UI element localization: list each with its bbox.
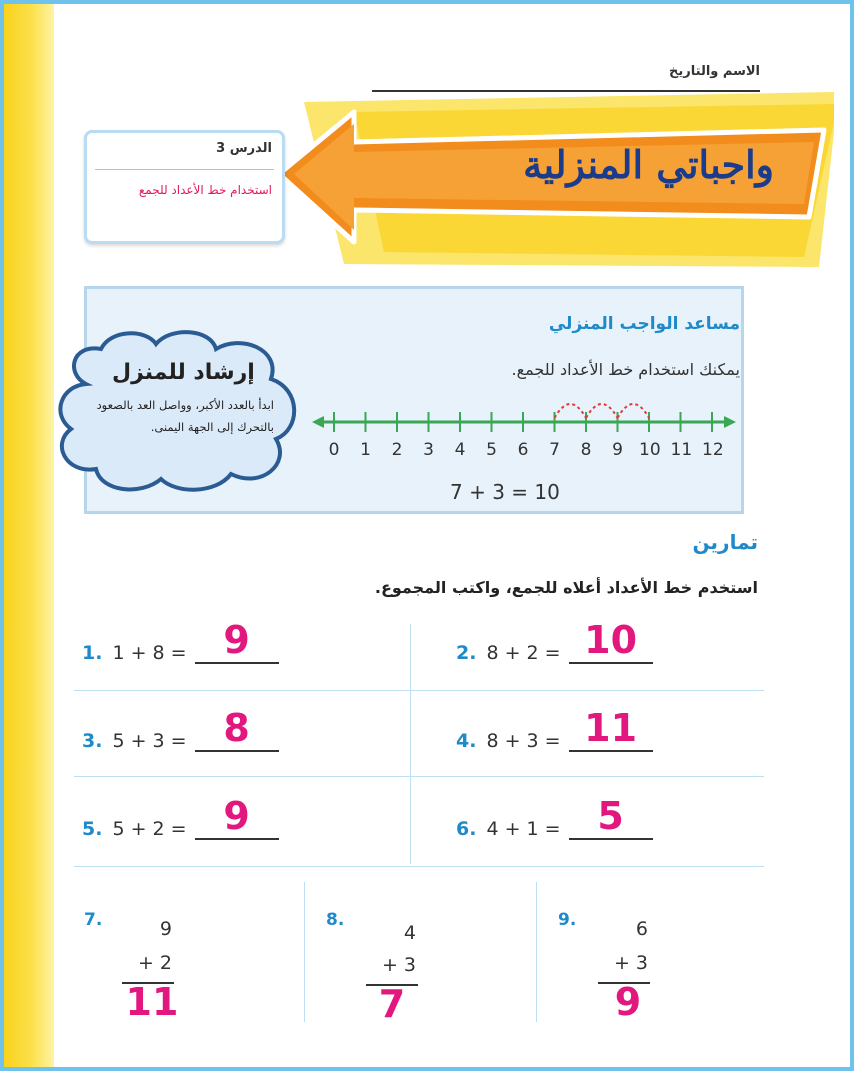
exercises-heading: تمارين: [692, 530, 758, 554]
column-divider: [536, 882, 537, 1022]
grid-divider-horizontal: [74, 690, 764, 691]
page-title: واجباتي المنزلية: [523, 142, 774, 187]
jump-arc: [618, 404, 650, 418]
jump-arc: [586, 404, 618, 418]
arrow-left-icon: [312, 416, 324, 428]
addend-top: 4: [403, 922, 416, 944]
number-line-label: 11: [670, 440, 693, 460]
number-line-label: 2: [391, 440, 403, 460]
problem-number: 5.: [82, 818, 103, 840]
problem-3: [82, 706, 279, 752]
lesson-box: [84, 130, 285, 244]
number-line-label: 4: [454, 440, 466, 460]
problem-4: [456, 706, 653, 752]
number-line-label: 7: [549, 440, 560, 460]
answer-value: 5: [597, 794, 624, 838]
column-divider: [304, 882, 305, 1022]
jump-arc: [555, 404, 587, 418]
problem-number: 6.: [456, 818, 477, 840]
problem-number: 2.: [456, 642, 477, 664]
number-line-label: 3: [423, 440, 434, 460]
problem-5: [82, 794, 279, 840]
problem-expression: 5 + 3 =: [112, 730, 187, 752]
problem-1: [82, 618, 279, 664]
number-line-jumps: [555, 404, 650, 418]
lesson-number: الدرس 3: [216, 141, 272, 156]
grid-divider-horizontal: [74, 776, 764, 777]
problem-number: 7.: [84, 910, 103, 930]
answer-blank[interactable]: [569, 794, 653, 840]
answer-blank[interactable]: [569, 618, 653, 664]
helper-title: مساعد الواجب المنزلي: [548, 314, 740, 334]
yellow-side-strip: [4, 4, 54, 1067]
answer-blank[interactable]: [195, 794, 279, 840]
tip-text: ابدأ بالعدد الأكبر، وواصل العد بالصعود بالتحرك إلى الجهة اليمنى.: [96, 398, 274, 434]
problem-expression: 8 + 2 =: [486, 642, 561, 664]
name-date-line[interactable]: [372, 64, 760, 92]
copyright-note: [826, 764, 838, 1004]
answer-value: 10: [584, 618, 638, 662]
grid-divider-vertical: [410, 624, 411, 864]
problem-number: 1.: [82, 642, 103, 664]
problem-number: 9.: [558, 910, 577, 930]
addend-bottom: + 3: [381, 954, 416, 976]
helper-text: يمكنك استخدام خط الأعداد للجمع.: [511, 360, 740, 379]
answer-blank[interactable]: [195, 706, 279, 752]
number-line-label: 1: [360, 440, 371, 460]
problem-number: 3.: [82, 730, 103, 752]
name-date-label: الاسم والتاريخ: [669, 64, 760, 79]
problem-expression: 4 + 1 =: [486, 818, 561, 840]
number-line-label: 10: [639, 440, 661, 460]
grid-divider-horizontal: [74, 866, 764, 867]
problem-expression: 1 + 8 =: [112, 642, 187, 664]
answer-value[interactable]: 11: [125, 980, 179, 1024]
addend-bottom: + 2: [137, 952, 172, 974]
lesson-title: استخدام خط الأعداد للجمع: [138, 183, 272, 197]
answer-blank[interactable]: [195, 618, 279, 664]
answer-value: 11: [584, 706, 638, 750]
answer-value[interactable]: 9: [614, 980, 642, 1024]
answer-value: 8: [223, 706, 250, 750]
addend-top: 9: [159, 918, 172, 940]
answer-value: 9: [223, 794, 250, 838]
answer-value: 9: [223, 618, 250, 662]
arrow-right-icon: [724, 416, 736, 428]
number-line-label: 9: [612, 440, 623, 460]
lesson-divider: [95, 169, 274, 170]
exercises-instructions: استخدم خط الأعداد أعلاه للجمع، واكتب المجموع.: [374, 578, 758, 597]
problem-2: [456, 618, 653, 664]
number-line-label: 0: [328, 440, 340, 460]
number-line-label: 8: [580, 440, 592, 460]
addend-bottom: + 3: [613, 952, 648, 974]
answer-blank[interactable]: [569, 706, 653, 752]
problem-expression: 5 + 2 =: [112, 818, 187, 840]
problem-number: 4.: [456, 730, 477, 752]
number-line-label: 5: [486, 440, 497, 460]
problem-6: [456, 794, 653, 840]
tip-title: إرشاد للمنزل: [112, 360, 255, 385]
number-line-label: 12: [702, 440, 724, 460]
addend-top: 6: [635, 918, 648, 940]
helper-example: 7 + 3 = 10: [450, 480, 560, 504]
problem-expression: 8 + 3 =: [486, 730, 561, 752]
answer-value[interactable]: 7: [378, 982, 406, 1026]
number-line-label: 6: [517, 440, 529, 460]
problem-number: 8.: [326, 910, 345, 930]
